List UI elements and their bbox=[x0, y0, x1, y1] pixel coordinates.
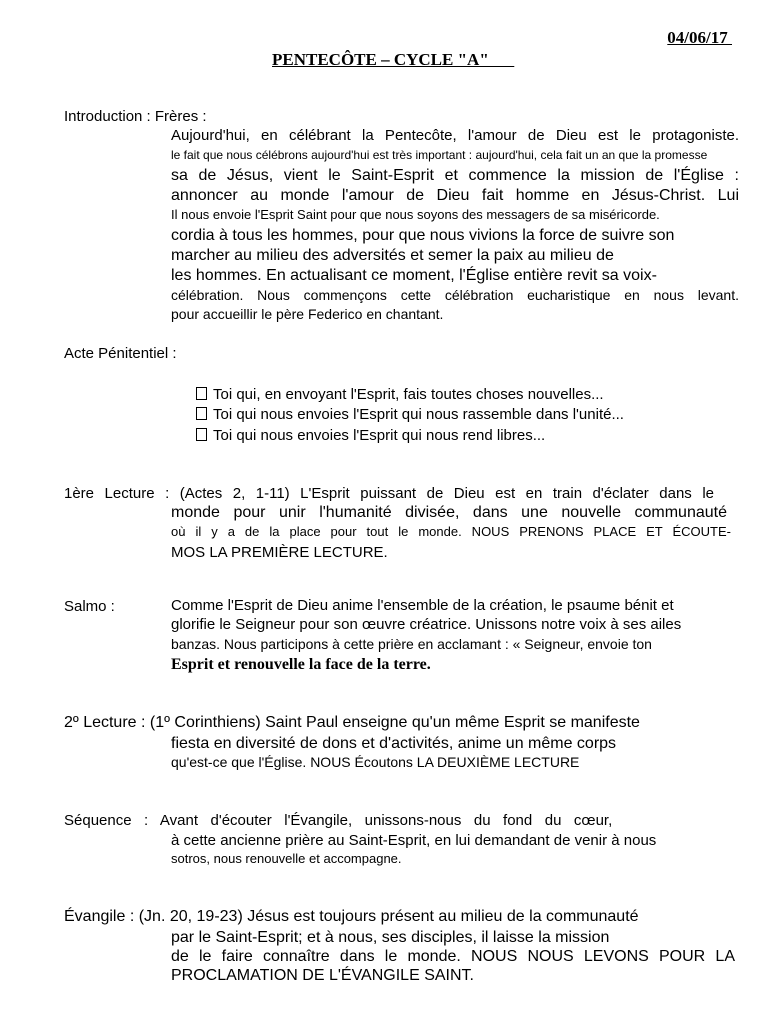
sequence-heading: Séquence : Avant d'écouter l'Évangile, unissons-nous du fond du cœur, bbox=[64, 812, 613, 829]
deuxieme-lecture-line: qu'est-ce que l'Église. NOUS Écoutons LA DEUXIÈME LECTURE bbox=[171, 754, 580, 770]
evangile-line: par le Saint-Esprit; et à nous, ses disciples, il laisse la mission bbox=[171, 929, 610, 946]
introduction-line: annoncer au monde l'amour de Dieu fait homme en Jésus-Christ. Lui bbox=[171, 187, 739, 204]
premiere-lecture-line: MOS LA PREMIÈRE LECTURE. bbox=[171, 544, 388, 561]
evangile-line: PROCLAMATION DE L'ÉVANGILE SAINT. bbox=[171, 967, 474, 984]
sequence-line: sotros, nous renouvelle et accompagne. bbox=[171, 851, 402, 866]
introduction-line: cordia à tous les hommes, pour que nous vivions la force de suivre son bbox=[171, 227, 675, 244]
introduction-line: marcher au milieu des adversités et semer la paix au milieu de bbox=[171, 247, 614, 264]
introduction-line: célébration. Nous commençons cette célébration eucharistique en nous levant. bbox=[171, 287, 739, 303]
document-date: 04/06/17 bbox=[667, 28, 732, 47]
premiere-lecture-line: où il y a de la place pour tout le monde. NOUS PRENONS PLACE ET ÉCOUTE- bbox=[171, 524, 731, 539]
salmo-line: Esprit et renouvelle la face de la terre. bbox=[171, 656, 431, 673]
introduction-line: sa de Jésus, vient le Saint-Esprit et commence la mission de l'Église : bbox=[171, 167, 739, 184]
introduction-line: les hommes. En actualisant ce moment, l'Église entière revit sa voix- bbox=[171, 267, 657, 284]
deuxieme-lecture-heading: 2º Lecture : (1º Corinthiens) Saint Paul enseigne qu'un même Esprit se manifeste bbox=[64, 714, 640, 731]
salmo-line: banzas. Nous participons à cette prière en acclamant : « Seigneur, envoie ton bbox=[171, 636, 652, 652]
salmo-label: Salmo : bbox=[64, 598, 115, 615]
checkbox-icon bbox=[196, 428, 207, 441]
premiere-lecture-heading: 1ère Lecture : (Actes 2, 1-11) L'Esprit puissant de Dieu est en train d'éclater dans le bbox=[64, 485, 714, 502]
evangile-line: de le faire connaître dans le monde. NOUS NOUS LEVONS POUR LA bbox=[171, 948, 735, 965]
introduction-line: le fait que nous célébrons aujourd'hui est très important : aujourd'hui, cela fait un an que la promesse bbox=[171, 148, 708, 162]
acte-penitentiel-item: Toi qui nous envoies l'Esprit qui nous rend libres... bbox=[196, 427, 545, 444]
introduction-line: Aujourd'hui, en célébrant la Pentecôte, l'amour de Dieu est le protagoniste. bbox=[171, 127, 739, 144]
document-title: PENTECÔTE – CYCLE "A" bbox=[272, 50, 515, 69]
introduction-line: pour accueillir le père Federico en chantant. bbox=[171, 306, 444, 322]
acte-penitentiel-item: Toi qui nous envoies l'Esprit qui nous rassemble dans l'unité... bbox=[196, 406, 624, 423]
acte-penitentiel-label: Acte Pénitentiel : bbox=[64, 345, 177, 362]
checkbox-icon bbox=[196, 387, 207, 400]
introduction-line: Il nous envoie l'Esprit Saint pour que nous soyons des messagers de sa miséricorde. bbox=[171, 207, 660, 222]
deuxieme-lecture-line: fiesta en diversité de dons et d'activités, anime un même corps bbox=[171, 735, 617, 752]
salmo-line: glorifie le Seigneur pour son œuvre créatrice. Unissons notre voix à ses ailes bbox=[171, 616, 682, 633]
checkbox-icon bbox=[196, 407, 207, 420]
sequence-line: à cette ancienne prière au Saint-Esprit, en lui demandant de venir à nous bbox=[171, 832, 657, 849]
salmo-line: Comme l'Esprit de Dieu anime l'ensemble de la création, le psaume bénit et bbox=[171, 597, 674, 614]
premiere-lecture-line: monde pour unir l'humanité divisée, dans une nouvelle communauté bbox=[171, 504, 727, 521]
evangile-heading: Évangile : (Jn. 20, 19-23) Jésus est toujours présent au milieu de la communauté bbox=[64, 908, 639, 925]
acte-penitentiel-item: Toi qui, en envoyant l'Esprit, fais toutes choses nouvelles... bbox=[196, 386, 604, 403]
introduction-label: Introduction : Frères : bbox=[64, 108, 207, 125]
